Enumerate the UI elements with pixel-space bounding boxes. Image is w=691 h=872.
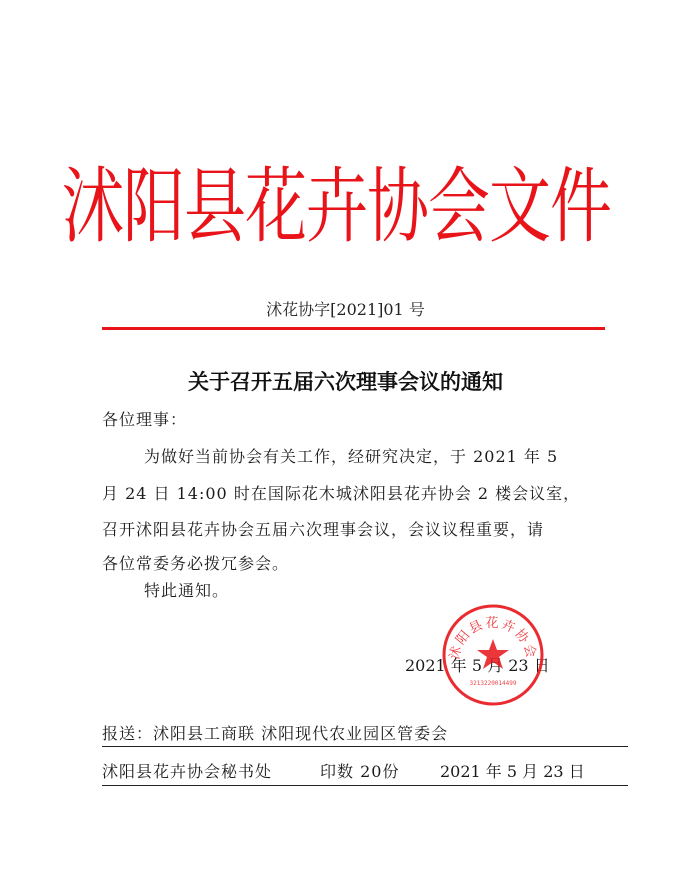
notice-title: 关于召开五届六次理事会议的通知 — [188, 370, 503, 394]
salutation: 各位理事： — [102, 410, 188, 429]
body-line-4: 各位常委务必拨冗参会。 — [102, 554, 290, 573]
footer-rule-top — [102, 746, 628, 747]
issue-date: 2021 年 5 月 23 日 — [440, 762, 585, 781]
print-copies: 印数 20份 — [320, 762, 400, 781]
footer-rule-bottom — [102, 785, 628, 786]
seal-ring-text: 沭阳县花卉协会 — [447, 616, 539, 662]
document-number: 沭花协字[2021]01 号 — [266, 300, 425, 319]
signature-date: 2021 年 5 月 23 日 — [405, 656, 550, 675]
body-line-3: 召开沭阳县花卉协会五届六次理事会议，会议议程重要，请 — [102, 520, 545, 539]
seal-code: 3213220014499 — [469, 680, 517, 687]
cc-recipients: 报送：沭阳县工商联 沭阳现代农业园区管委会 — [102, 724, 449, 743]
header-divider — [102, 327, 605, 330]
official-seal — [441, 603, 545, 707]
seal-graphic — [441, 603, 545, 707]
seal-star-icon — [477, 639, 509, 669]
document-header-title: 沭阳县花卉协会文件 — [62, 158, 612, 255]
issuer-office: 沭阳县花卉协会秘书处 — [102, 762, 273, 781]
closing-text: 特此通知。 — [144, 581, 230, 600]
body-line-2: 月 24 日 14:00 时在国际花木城沭阳县花卉协会 2 楼会议室， — [102, 484, 581, 503]
body-line-1: 为做好当前协会有关工作，经研究决定，于 2021 年 5 — [144, 447, 559, 466]
